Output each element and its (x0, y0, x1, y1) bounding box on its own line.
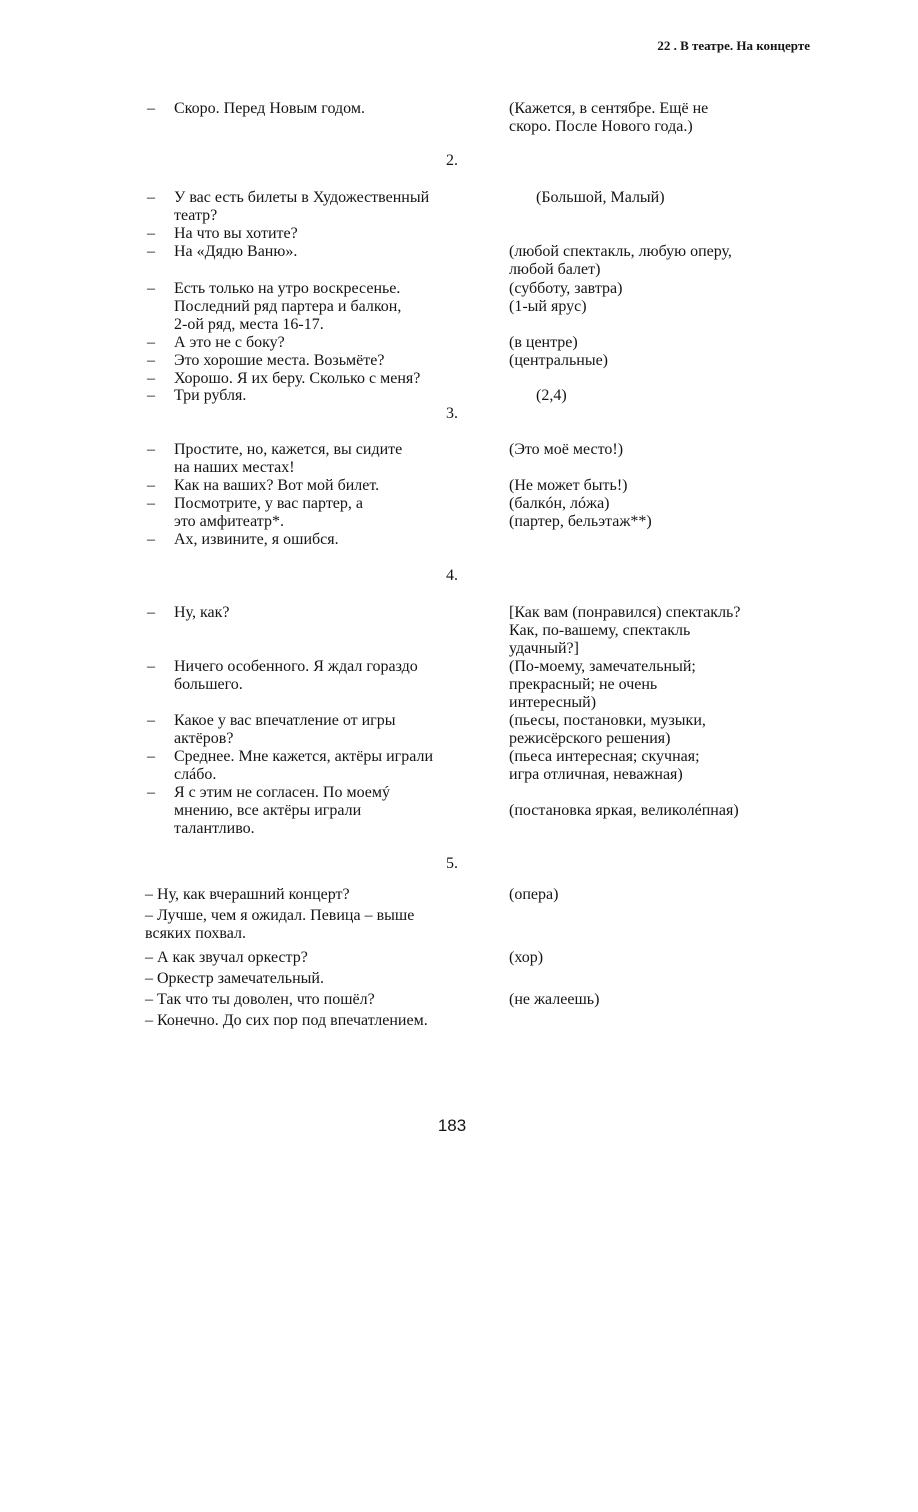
variant-note: (1-ый ярус) (509, 298, 587, 315)
line-dash: – (147, 100, 155, 117)
variant-note: (пьеса интересная; скучная; игра отличная, неважная) (509, 748, 700, 783)
variant-note: (хор) (509, 949, 544, 966)
variant-note: (постановка яркая, великолéпная) (509, 802, 739, 819)
dialogue-line: Скоро. Перед Новым годом. (174, 100, 365, 117)
variant-note: (в центре) (509, 334, 578, 351)
variant-note: (любой спектакль, любую оперу, любой балет) (509, 243, 732, 278)
variant-note: (Это моё место!) (509, 441, 624, 458)
section-number-3: 3. (446, 405, 458, 422)
dialogue-line: На «Дядю Ваню». (174, 243, 298, 260)
line-dash: – (147, 334, 155, 351)
dialogue-line: – А как звучал оркестр? (145, 949, 308, 966)
dialogue-line: А это не с боку? (174, 334, 285, 351)
variant-note: (субботу, завтра) (509, 280, 623, 297)
dialogue-line: Есть только на утро воскресенье. Последний ряд партера и балкон, 2-ой ряд, места 16-17. (174, 280, 402, 333)
dialogue-line: Как на ваших? Вот мой билет. (174, 477, 380, 494)
line-dash: – (147, 189, 155, 206)
dialogue-line: У вас есть билеты в Художественный театр? (174, 189, 430, 224)
dialogue-line: Простите, но, кажется, вы сидите на наших местах! (174, 441, 403, 476)
dialogue-line: На что вы хотите? (174, 225, 298, 242)
dialogue-line: Ну, как? (174, 604, 230, 621)
line-dash: – (147, 531, 155, 548)
section-number-2: 2. (446, 152, 458, 169)
variant-note: (2,4) (536, 387, 567, 404)
page-number: 183 (437, 1116, 467, 1135)
variant-note: (По-моему, замечательный; прекрасный; не очень интересный) (509, 658, 696, 711)
variant-note: (центральные) (509, 352, 609, 369)
variant-note: (балкóн, лóжа) (509, 495, 610, 512)
line-dash: – (147, 712, 155, 729)
variant-note: (пьесы, постановки, музыки, режисёрского решения) (509, 712, 706, 747)
section-number-5: 5. (446, 855, 458, 872)
dialogue-line: Три рубля. (174, 387, 247, 404)
dialogue-line: – Конечно. До сих пор под впечатлением. (145, 1012, 428, 1029)
dialogue-line: Это хорошие места. Возьмёте? (174, 352, 385, 369)
dialogue-line: Среднее. Мне кажется, актёры играли слáбо. (174, 748, 434, 783)
dialogue-line: Посмотрите, у вас партер, а это амфитеатр*. (174, 495, 364, 530)
line-dash: – (147, 370, 155, 387)
dialogue-line: – Так что ты доволен, что пошёл? (145, 991, 375, 1008)
dialogue-line: – Лучше, чем я ожидал. Певица – выше всяких похвал. (145, 907, 415, 942)
dialogue-line: – Оркестр замечательный. (145, 970, 324, 987)
line-dash: – (147, 243, 155, 260)
line-dash: – (147, 604, 155, 621)
variant-note: (опера) (509, 886, 559, 903)
variant-note: (Не может быть!) (509, 477, 628, 494)
dialogue-line: Я с этим не согласен. По моемý мнению, все актёры играли талантливо. (174, 784, 390, 837)
variant-note: (не жалеешь) (509, 991, 600, 1008)
line-dash: – (147, 658, 155, 675)
line-dash: – (147, 784, 155, 801)
dialogue-line: Хорошо. Я их беру. Сколько с меня? (174, 370, 421, 387)
line-dash: – (147, 280, 155, 297)
line-dash: – (147, 441, 155, 458)
line-dash: – (147, 387, 155, 404)
dialogue-line: Какое у вас впечатление от игры актёров? (174, 712, 396, 747)
running-header: 22 . В театре. На концерте (657, 38, 810, 53)
dialogue-line: – Ну, как вчерашний концерт? (145, 886, 350, 903)
variant-note: (партер, бельэтаж**) (509, 513, 652, 530)
line-dash: – (147, 352, 155, 369)
variant-note: (Кажется, в сентябре. Ещё не скоро. После Нового года.) (509, 100, 709, 135)
line-dash: – (147, 225, 155, 242)
dialogue-line: Ничего особенного. Я ждал гораздо большего. (174, 658, 418, 693)
variant-note: [Как вам (понравился) спектакль? Как, по-вашему, спектакль удачный?] (509, 604, 741, 657)
line-dash: – (147, 748, 155, 765)
dialogue-line: Ах, извините, я ошибся. (174, 531, 339, 548)
line-dash: – (147, 495, 155, 512)
section-number-4: 4. (446, 567, 458, 584)
variant-note: (Большой, Малый) (536, 189, 665, 206)
line-dash: – (147, 477, 155, 494)
